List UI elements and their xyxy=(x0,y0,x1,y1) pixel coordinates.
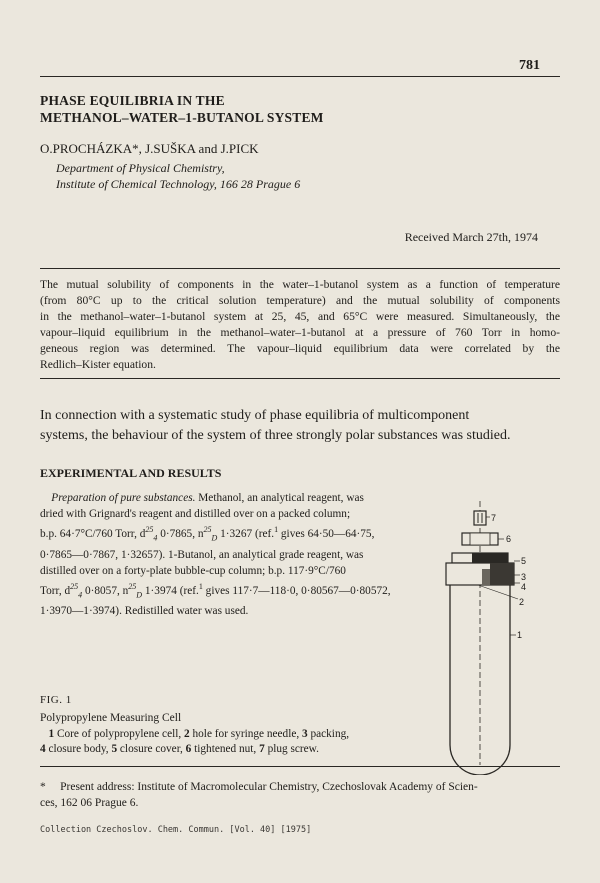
figure-title: Polypropylene Measuring Cell xyxy=(40,712,182,724)
closure-body-section xyxy=(490,563,514,585)
figure-label: FIG. 1 xyxy=(40,694,72,706)
journal-footer: Collection Czechoslov. Chem. Commun. [Vol. 40] [1975] xyxy=(40,825,312,835)
affiliation xyxy=(56,160,300,192)
title-line-2: METHANOL–WATER–1-BUTANOL SYSTEM xyxy=(40,110,324,125)
figure-caption: 1 Core of polypropylene cell, 2 hole for syringe needle, 3 packing, 4 closure body, 5 closure cover, 6 tightened nut, 7 plug screw. xyxy=(40,728,350,755)
page-number: 781 xyxy=(519,58,540,73)
part-number-2: 2 xyxy=(519,597,525,607)
abstract-line: in the methanol–water–1-butanol system at 25, 45, and 65°C were measured. Simultaneously, the xyxy=(40,310,560,323)
abstract-line: The mutual solubility of components in the water–1-butanol system as a function of temperature xyxy=(40,278,560,291)
plug-screw xyxy=(474,511,486,525)
intro-paragraph xyxy=(40,406,560,446)
article-title xyxy=(40,92,460,126)
intro-line: In connection with a systematic study of phase equilibria of multicomponent xyxy=(40,408,470,423)
measuring-cell-figure xyxy=(420,495,550,775)
affiliation-line-2: Institute of Chemical Technology, 166 28 Prague 6 xyxy=(56,177,301,191)
title-line-1: PHASE EQUILIBRIA IN THE xyxy=(40,93,225,108)
part-number-4: 4 xyxy=(521,582,527,592)
abstract-line: (from 80°C up to the critical solution temperature) and the mutual solubility of components xyxy=(40,294,560,307)
abstract xyxy=(40,277,560,373)
abstract-top-rule xyxy=(40,268,560,269)
footnote xyxy=(40,779,560,811)
packing xyxy=(482,569,490,585)
header-rule xyxy=(40,76,560,77)
abstract-line: geneous region was determined. The vapour–liquid equilibrium data were correlated by the xyxy=(40,342,560,355)
footnote-rule xyxy=(40,766,560,767)
abstract-line: vapour–liquid equilibrium in the methanol–water–1-butanol at a pressure of 760 Torr in homo- xyxy=(40,326,560,339)
preparation-paragraph: Preparation of pure substances. Methanol, an analytical reagent, was dried with Grignard's reagent and distilled over on a packed column; b.p. 64·7°C/760 Torr, $d^{25}_4$ 0·7865, $n^{25}_D$ 1·3267 (ref.$^1$ gives 64·50—64·75, 0·7865—0·7867, 1·32657). 1-Butanol, an analytical grade reagent, was distilled over on a forty-plate bubble-cup column; b.p. 117·9°C/760 Torr, $d^{25}_4$ 0·8057, $n^{25}_D$ 1·3974 (ref.$^1$ gives 117·7—118·0, 0·80567—0·80572, 1·3970—1·3974). Redistilled water was used. xyxy=(40,492,391,618)
closure-cover-section xyxy=(472,553,508,563)
part-number-1: 1 xyxy=(517,630,523,640)
part-number-7: 7 xyxy=(491,513,497,523)
section-heading: EXPERIMENTAL AND RESULTS xyxy=(40,466,222,480)
intro-line: systems, the behaviour of the system of three strongly polar substances was studied. xyxy=(40,428,511,443)
received-date: Received March 27th, 1974 xyxy=(404,230,538,244)
part-number-3: 3 xyxy=(521,572,527,582)
footnote-line-2: ces, 162 06 Prague 6. xyxy=(40,797,139,809)
abstract-bottom-rule xyxy=(40,378,560,379)
footnote-line-1: * Present address: Institute of Macromolecular Chemistry, Czechoslovak Academy of Scien- xyxy=(40,781,478,793)
part-number-6: 6 xyxy=(506,534,512,544)
authors: O.PROCHÁZKA*, J.SUŠKA and J.PICK xyxy=(40,141,259,156)
prep-lead: Preparation of pure substances. xyxy=(51,492,196,504)
affiliation-line-1: Department of Physical Chemistry, xyxy=(56,161,225,175)
part-number-5: 5 xyxy=(521,556,527,566)
abstract-line: Redlich–Kister equation. xyxy=(40,358,156,371)
